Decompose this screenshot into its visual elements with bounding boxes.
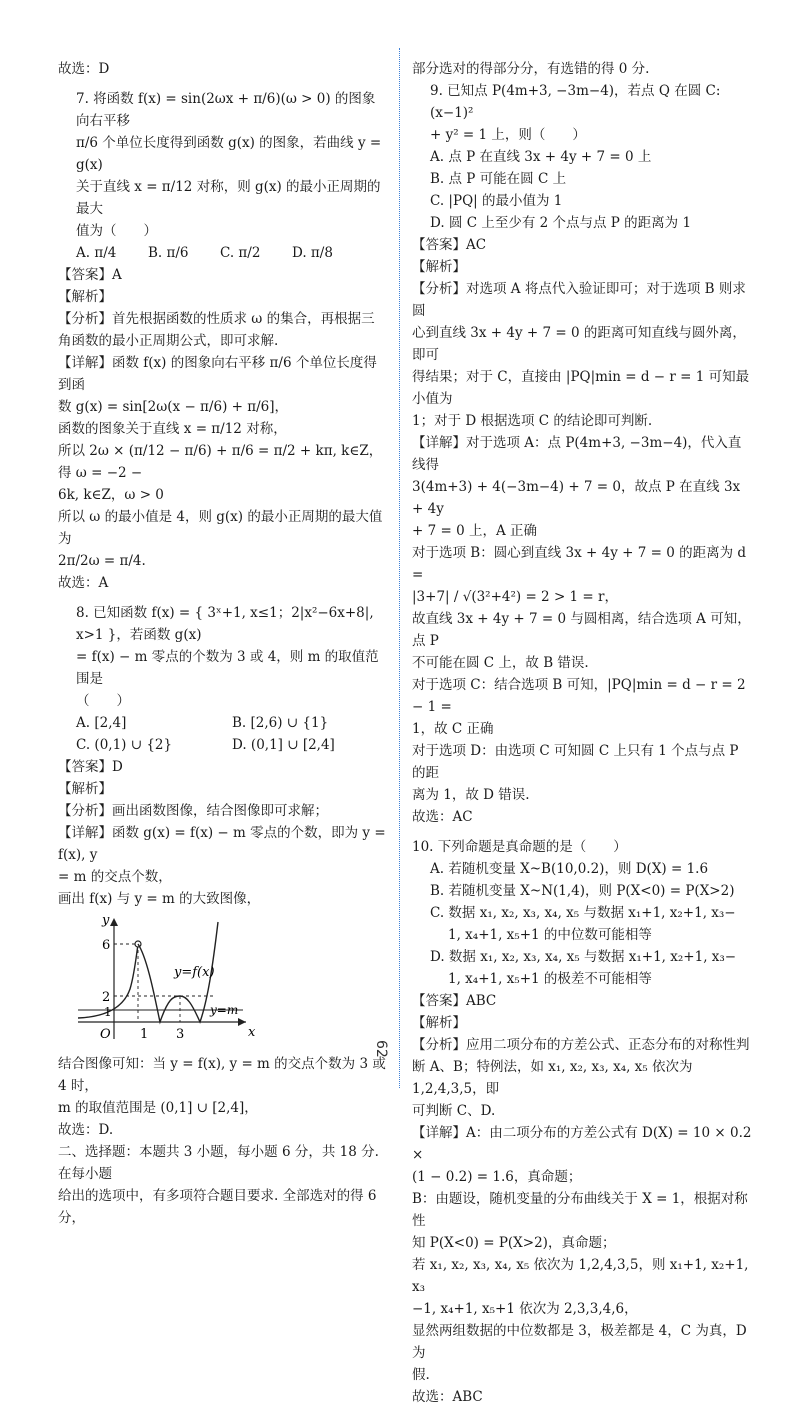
q9-detail-9: 1，故 C 正确 xyxy=(412,721,494,737)
q9-detail-1: 【详解】对于选项 A：点 P(4m+3, −3m−4)，代入直线得 xyxy=(412,435,742,473)
q9-detail-10: 对于选项 D：由选项 C 可知圆 C 上只有 1 个点与点 P 的距 xyxy=(412,743,739,781)
q9-detail-2: 3(4m+3) + 4(−3m−4) + 7 = 0，故点 P 在直线 3x + 4y xyxy=(412,479,741,517)
q7-detail-3: 函数的图象关于直线 x = π/12 对称， xyxy=(58,421,287,437)
tick-x-1: 1 xyxy=(140,1027,149,1042)
q8-detail-2: = m 的交点个数， xyxy=(58,869,172,885)
q9-detail-8: 对于选项 C：结合选项 B 可知，|PQ|min = d − r = 2 − 1 = xyxy=(412,677,746,715)
q7-stem-1: 7. 将函数 f(x) = sin(2ωx + π/6)(ω > 0) 的图象向右平移 xyxy=(76,91,376,129)
column-divider xyxy=(399,48,400,1088)
q9-conclusion: 故选：AC xyxy=(412,809,473,825)
page-number: 62 xyxy=(373,1040,389,1058)
right-column xyxy=(412,58,752,1408)
q9-fenxi-2: 心到直线 3x + 4y + 7 = 0 的距离可知直线与圆外离，即可 xyxy=(412,325,746,363)
q9-detail-11: 离为 1，故 D 错误. xyxy=(412,787,530,803)
q9-fenxi-3: 得结果；对于 C，直接由 |PQ|min = d − r = 1 可知最小值为 xyxy=(412,369,750,407)
q10-fenxi-3: 可判断 C、D. xyxy=(412,1103,496,1119)
q9-option-c: C. |PQ| 的最小值为 1 xyxy=(430,193,563,209)
q8-conclusion: 故选：D. xyxy=(58,1122,114,1138)
q10-fenxi-2: 断 A、B；特例法，如 x₁, x₂, x₃, x₄, x₅ 依次为 1,2,4,3,5，即 xyxy=(412,1059,693,1097)
question-10 xyxy=(412,836,752,1408)
q7-option-b: B. π/6 xyxy=(148,245,189,261)
q7-stem-2: π/6 个单位长度得到函数 g(x) 的图象，若曲线 y = g(x) xyxy=(76,135,382,173)
q7-conclusion: 故选：A xyxy=(58,575,109,591)
q7-answer: 【答案】A xyxy=(58,267,122,283)
q10-detail-8: 假. xyxy=(412,1367,430,1383)
q8-stem-3: （ ） xyxy=(76,693,130,709)
q9-fenxi-1: 【分析】对选项 A 将点代入验证即可；对于选项 B 则求圆 xyxy=(412,281,746,319)
q7-jiexi: 【解析】 xyxy=(58,289,112,305)
q8-option-d: D. (0,1] ∪ [2,4] xyxy=(232,737,335,753)
y-axis-arrow-icon xyxy=(110,918,118,926)
q8-detail-5: m 的取值范围是 (0,1] ∪ [2,4]， xyxy=(58,1100,258,1116)
q8-detail-3: 画出 f(x) 与 y = m 的大致图像， xyxy=(58,891,261,907)
q10-detail-7: 显然两组数据的中位数都是 3，极差都是 4，C 为真，D 为 xyxy=(412,1323,747,1361)
q9-jiexi: 【解析】 xyxy=(412,259,466,275)
q10-fenxi-1: 【分析】应用二项分布的方差公式、正态分布的对称性判 xyxy=(412,1037,750,1053)
question-9 xyxy=(412,80,752,828)
prev-answer: 故选：D xyxy=(58,61,110,77)
q7-stem-3: 关于直线 x = π/12 对称，则 g(x) 的最小正周期的最大 xyxy=(76,179,381,217)
q9-detail-7: 不可能在圆 C 上，故 B 错误. xyxy=(412,655,589,671)
q9-fenxi-4: 1；对于 D 根据选项 C 的结论即可判断. xyxy=(412,413,653,429)
section-heading-1: 二、选择题：本题共 3 小题，每小题 6 分，共 18 分. 在每小题 xyxy=(58,1144,379,1182)
q8-jiexi: 【解析】 xyxy=(58,781,112,797)
q8-stem-2: = f(x) − m 零点的个数为 3 或 4，则 m 的取值范围是 xyxy=(76,649,379,687)
q10-detail-4: 知 P(X<0) = P(X>2)，真命题； xyxy=(412,1235,616,1251)
q7-detail-2: 数 g(x) = sin[2ω(x − π/6) + π/6]， xyxy=(58,399,289,415)
q10-detail-6: −1, x₄+1, x₅+1 依次为 2,3,3,4,6， xyxy=(412,1301,638,1317)
x-axis-label: x xyxy=(248,1025,256,1040)
q8-option-b: B. [2,6) ∪ {1} xyxy=(232,715,329,731)
q10-detail-3: B：由题设，随机变量的分布曲线关于 X = 1，根据对称性 xyxy=(412,1191,748,1229)
q8-option-a: A. [2,4] xyxy=(76,715,127,731)
q9-detail-4: 对于选项 B：圆心到直线 3x + 4y + 7 = 0 的距离为 d = xyxy=(412,545,747,583)
q8-answer: 【答案】D xyxy=(58,759,123,775)
section-heading-3: 部分选对的得部分分，有选错的得 0 分. xyxy=(412,61,650,77)
q8-stem-1: 8. 已知函数 f(x) = { 3ˣ+1, x≤1；2|x²−6x+8|, x>1 }，若函数 g(x) xyxy=(76,605,374,643)
q8-fenxi: 【分析】画出函数图像，结合图像即可求解； xyxy=(58,803,328,819)
q10-stem: 10. 下列命题是真命题的是（ ） xyxy=(412,839,627,855)
y-axis-label: y xyxy=(102,914,110,928)
q7-detail-5: 6k, k∈Z，ω > 0 xyxy=(58,487,164,503)
q10-detail-5: 若 x₁, x₂, x₃, x₄, x₅ 依次为 1,2,4,3,5，则 x₁+1, x₂+1, x₃ xyxy=(412,1257,749,1295)
question-7 xyxy=(58,88,388,594)
q7-option-d: D. π/8 xyxy=(292,245,333,261)
question-8 xyxy=(58,602,388,1141)
q10-detail-1: 【详解】A：由二项分布的方差公式有 D(X) = 10 × 0.2 × xyxy=(412,1125,752,1163)
q7-option-a: A. π/4 xyxy=(76,245,117,261)
q7-detail-6: 所以 ω 的最小值是 4，则 g(x) 的最小正周期的最大值为 xyxy=(58,509,383,547)
fx-label: y=f(x) xyxy=(174,965,215,980)
section-heading-2: 给出的选项中，有多项符合题目要求. 全部选对的得 6 分， xyxy=(58,1188,377,1226)
q9-stem-1: 9. 已知点 P(4m+3, −3m−4)，若点 Q 在圆 C:(x−1)² xyxy=(430,83,721,121)
tick-x-3: 3 xyxy=(176,1027,185,1042)
function-graph xyxy=(68,914,268,1044)
q9-detail-3: + 7 = 0 上，A 正确 xyxy=(412,523,538,539)
q10-jiexi: 【解析】 xyxy=(412,1015,466,1031)
q7-detail-1: 【详解】函数 f(x) 的图象向右平移 π/6 个单位长度得到函 xyxy=(58,355,377,393)
ym-label: y=m xyxy=(210,1003,239,1017)
q10-answer: 【答案】ABC xyxy=(412,993,497,1009)
q10-detail-2: (1 − 0.2) = 1.6，真命题； xyxy=(412,1169,582,1185)
q9-stem-2: + y² = 1 上，则（ ） xyxy=(430,127,586,143)
q10-option-d-2: 1, x₄+1, x₅+1 的极差不可能相等 xyxy=(448,971,652,987)
q10-option-d-1: D. 数据 x₁, x₂, x₃, x₄, x₅ 与数据 x₁+1, x₂+1, x₃− xyxy=(430,949,737,965)
q7-detail-7: 2π/2ω = π/4. xyxy=(58,553,146,569)
tick-y-6: 6 xyxy=(102,938,111,953)
q7-options xyxy=(58,242,388,264)
q10-option-c-2: 1, x₄+1, x₅+1 的中位数可能相等 xyxy=(448,927,652,943)
q8-options-row-1 xyxy=(58,712,388,734)
q8-option-c: C. (0,1) ∪ {2} xyxy=(76,737,173,753)
q9-option-a: A. 点 P 在直线 3x + 4y + 7 = 0 上 xyxy=(430,149,652,165)
tick-y-1: 1 xyxy=(104,1005,112,1019)
q9-detail-5: |3+7| / √(3²+4²) = 2 > 1 = r， xyxy=(412,589,618,605)
q9-detail-6: 故直线 3x + 4y + 7 = 0 与圆相离，结合选项 A 可知，点 P xyxy=(412,611,751,649)
x-axis-arrow-icon xyxy=(238,1018,246,1026)
q7-fenxi: 【分析】首先根据函数的性质求 ω 的集合，再根据三角函数的最小正周期公式，即可求解. xyxy=(58,311,375,349)
q10-option-c-1: C. 数据 x₁, x₂, x₃, x₄, x₅ 与数据 x₁+1, x₂+1, x₃− xyxy=(430,905,736,921)
q9-answer: 【答案】AC xyxy=(412,237,487,253)
q9-option-b: B. 点 P 可能在圆 C 上 xyxy=(430,171,567,187)
q9-option-d: D. 圆 C 上至少有 2 个点与点 P 的距离为 1 xyxy=(430,215,692,231)
q8-detail-1: 【详解】函数 g(x) = f(x) − m 零点的个数，即为 y = f(x), y xyxy=(58,825,386,863)
q7-option-c: C. π/2 xyxy=(220,245,261,261)
q10-conclusion: 故选：ABC xyxy=(412,1389,483,1405)
q7-detail-4: 所以 2ω × (π/12 − π/6) + π/6 = π/2 + kπ, k∈Z，得 ω = −2 − xyxy=(58,443,383,481)
q10-option-a: A. 若随机变量 X~B(10,0.2)，则 D(X) = 1.6 xyxy=(430,861,709,877)
left-column xyxy=(58,58,388,1229)
origin-label: O xyxy=(100,1027,111,1042)
q10-option-b: B. 若随机变量 X~N(1,4)，则 P(X<0) = P(X>2) xyxy=(430,883,735,899)
q7-stem-4: 值为（ ） xyxy=(76,223,157,239)
q8-options-row-2 xyxy=(58,734,388,756)
q8-detail-4: 结合图像可知：当 y = f(x), y = m 的交点个数为 3 或 4 时， xyxy=(58,1056,386,1094)
tick-y-2: 2 xyxy=(102,990,111,1005)
